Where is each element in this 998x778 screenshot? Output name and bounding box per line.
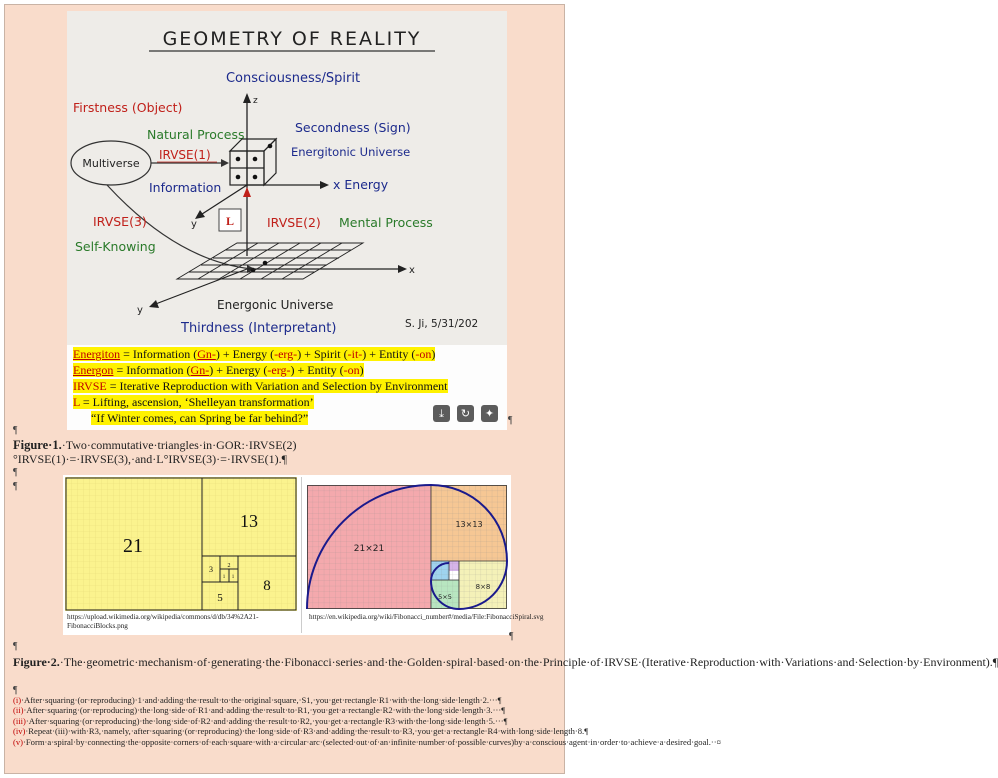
figure-2-label: Figure·2. bbox=[13, 655, 60, 669]
label-energonic-universe: Energonic Universe bbox=[217, 298, 334, 312]
step-item: (v)·Form·a·spiral·by·connecting·the·opposite·corners·of·each·square·with·a·circular·arc·(selected·out·of·an·infinite·number·of·possible·curves)by·a·conscious·agent·in·order·to·achieve·a·desired·goal.··¤ bbox=[13, 736, 721, 747]
pilcrow-mark: ¶ bbox=[13, 467, 18, 478]
label-thirdness: Thirdness (Interpretant) bbox=[181, 321, 337, 336]
spiral-21x21: 21×21 bbox=[353, 544, 385, 554]
label-multiverse: Multiverse bbox=[82, 157, 140, 170]
label-consciousness: Consciousness/Spirit bbox=[225, 71, 361, 86]
step-item: (iv)·Repeat·(iii)·with·R3,·namely,·after·squaring·(or·reproducing)·the·long·side·of·R3·and·adding·the·result·to·R3,·you·get·a·rectangle·R4·with·long·side·length·8.¶ bbox=[13, 726, 589, 737]
block-2: 2 bbox=[227, 563, 231, 569]
axis-y-lower-label: y bbox=[137, 305, 143, 316]
label-L-box: L bbox=[225, 214, 235, 228]
figure-2-frame bbox=[63, 475, 544, 635]
fibonacci-spiral-url[interactable]: https://en.wikipedia.org/wiki/Fibonacci_number#/media/File:FibonacciSpiral.svg bbox=[309, 613, 544, 621]
label-information: Information bbox=[149, 180, 222, 195]
fibonacci-spiral-image bbox=[307, 485, 509, 609]
figure-1-caption-text: ·Two·commutative·triangles·in·GOR:·IRVSE(2)°IRVSE(1)·=·IRVSE(3),·and·L°IRVSE(3)·=·IRVSE(1).¶ bbox=[13, 438, 297, 466]
axis-y-upper-label: y bbox=[191, 219, 197, 230]
pilcrow-mark: ¶ bbox=[13, 481, 18, 492]
block-1b: 1 bbox=[231, 575, 235, 580]
download-icon[interactable]: ⤓ bbox=[433, 405, 450, 422]
axis-x-lower-label: x bbox=[409, 265, 415, 276]
spiral-13x13: 13×13 bbox=[455, 520, 483, 529]
block-1a: 1 bbox=[222, 575, 226, 580]
more-icon[interactable]: ✦ bbox=[481, 405, 498, 422]
label-energitonic-universe: Energitonic Universe bbox=[291, 145, 411, 159]
steps-list bbox=[13, 695, 721, 747]
label-irvse-3: IRVSE(3) bbox=[93, 214, 147, 229]
grid-plane bbox=[177, 243, 363, 279]
label-natural-process: Natural Process bbox=[147, 127, 245, 142]
hand-drawn-diagram bbox=[67, 11, 507, 347]
figure-divider bbox=[301, 477, 302, 633]
spiral-5x5: 5×5 bbox=[438, 593, 452, 601]
share-icon[interactable]: ↻ bbox=[457, 405, 474, 422]
pilcrow-mark: ¶ bbox=[13, 685, 18, 696]
definition-energiton: Energiton = Information (Gn-) + Energy (-erg-) + Spirit (-it-) + Entity (-on) bbox=[73, 347, 436, 361]
block-21: 21 bbox=[123, 535, 143, 557]
pilcrow-mark: ¶ bbox=[13, 425, 18, 436]
label-x-energy: x Energy bbox=[333, 177, 389, 192]
definition-irvse: IRVSE = Iterative Reproduction with Variation and Selection by Environment bbox=[73, 379, 448, 393]
axis-z-label: z bbox=[253, 96, 258, 106]
label-mental-process: Mental Process bbox=[339, 215, 433, 230]
label-irvse-2: IRVSE(2) bbox=[267, 215, 321, 230]
step-item: (iii)·After·squaring·(or·reproducing)·the·long·side·of·R2·and·adding·the·result·to·R2,·you·get·a·rectangle·R3·with·the·long·side·length·5.···¶ bbox=[13, 715, 508, 726]
pilcrow-mark: ¶ bbox=[508, 415, 513, 426]
pilcrow-mark: ¶ bbox=[509, 631, 514, 642]
label-irvse-1: IRVSE(1) bbox=[159, 148, 211, 162]
definition-energon: Energon = Information (Gn-) + Energy (-erg-) + Entity (-on) bbox=[73, 363, 364, 377]
figure-2-caption bbox=[13, 655, 998, 669]
label-secondness: Secondness (Sign) bbox=[295, 120, 411, 135]
figure-1-image bbox=[67, 11, 507, 347]
signature: S. Ji, 5/31/202 bbox=[405, 318, 479, 330]
figure-1-label: Figure·1. bbox=[13, 438, 62, 452]
definition-lifting: L = Lifting, ascension, ‘Shelleyan transformation’ bbox=[73, 395, 314, 409]
quote-winter: “If Winter comes, can Spring be far behind?” bbox=[91, 411, 309, 425]
label-firstness: Firstness (Object) bbox=[73, 100, 183, 115]
figure-2-caption-text: ·The·geometric·mechanism·of·generating·the·Fibonacci·series·and·the·Golden·spiral·based·on·the·Principle·of·IRVSE·(Iterative·Reproduction·with·Variations·and·Selection·by·Environment).¶ bbox=[59, 655, 998, 669]
label-self-knowing: Self-Knowing bbox=[75, 239, 156, 254]
fibonacci-blocks-image bbox=[65, 477, 297, 611]
definitions-block bbox=[67, 345, 507, 430]
block-13: 13 bbox=[240, 511, 258, 531]
block-8: 8 bbox=[263, 578, 271, 594]
document-page bbox=[4, 4, 998, 774]
block-5: 5 bbox=[217, 592, 223, 604]
step-item: (i)·After·squaring·(or·reproducing)·1·and·adding·the·result·to·the·original·square,·S1,·you·get·rectangle·R1·with·the·long·side·length·2.···¶ bbox=[13, 695, 502, 705]
fibonacci-blocks-url[interactable]: https://upload.wikimedia.org/wikipedia/commons/d/db/34%2A21-FibonacciBlocks.png bbox=[67, 613, 259, 630]
pilcrow-mark: ¶ bbox=[13, 641, 18, 652]
spiral-8x8: 8×8 bbox=[475, 583, 491, 591]
block-3: 3 bbox=[209, 565, 213, 574]
diagram-title: GEOMETRY OF REALITY bbox=[162, 28, 422, 50]
step-item: (ii)·After·squaring·(or·reproducing)·the·long·side·of·R1·and·adding·the·result·to·R1,·you·get·a·rectangle·R2·with·the·long·side·length·3.···¶ bbox=[13, 705, 506, 716]
